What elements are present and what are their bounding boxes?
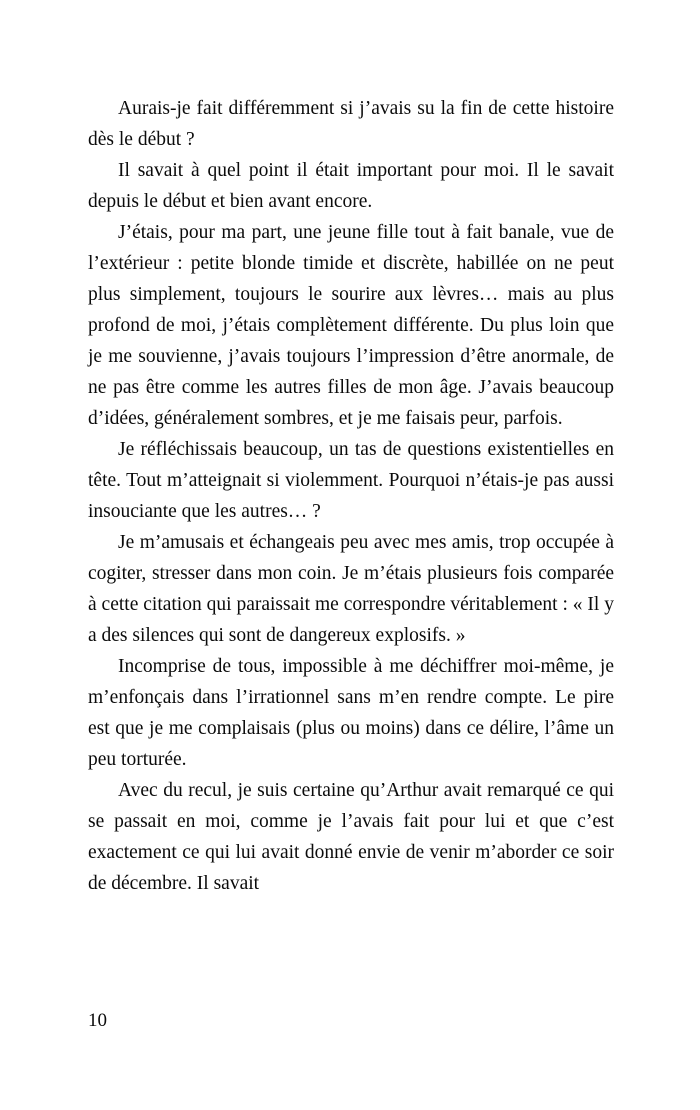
- paragraph-4: Je réfléchissais beaucoup, un tas de questions existentielles en tête. Tout m’atteignait si violemment. Pourquoi n’étais-je pas aussi insouciante que les autres… ?: [88, 439, 614, 522]
- paragraph-1: Aurais-je fait différemment si j’avais su la fin de cette histoire dès le début ?: [88, 98, 614, 150]
- paragraph-2: Il savait à quel point il était important pour moi. Il le savait depuis le début et bien avant encore.: [88, 160, 614, 212]
- page-number: 10: [88, 1010, 107, 1031]
- page-text: [88, 93, 614, 899]
- paragraph-3: J’étais, pour ma part, une jeune fille tout à fait banale, vue de l’extérieur : petite blonde timide et discrète, habillée on ne peut plus simplement, toujours le sourire aux lèvres… mais au plus profond de moi, j’étais complètement différente. Du plus loin que je me souvienne, j’avais toujours l’impression d’être anormale, de ne pas être comme les autres filles de mon âge. J’avais beaucoup d’idées, généralement sombres, et je me faisais peur, parfois.: [88, 222, 614, 429]
- paragraph-7: Avec du recul, je suis certaine qu’Arthur avait remarqué ce qui se passait en moi, comme je l’avais fait pour lui et que c’est exactement ce qui lui avait donné envie de venir m’aborder ce soir de décembre. Il savait: [88, 780, 614, 894]
- paragraph-5: Je m’amusais et échangeais peu avec mes amis, trop occupée à cogiter, stresser dans mon coin. Je m’étais plusieurs fois comparée à cette citation qui paraissait me correspondre véritablement : « Il y a des silences qui sont de dangereux explosifs. »: [88, 532, 614, 646]
- paragraph-6: Incomprise de tous, impossible à me déchiffrer moi-même, je m’enfonçais dans l’irrationnel sans m’en rendre compte. Le pire est que je me complaisais (plus ou moins) dans ce délire, l’âme un peu torturée.: [88, 656, 614, 770]
